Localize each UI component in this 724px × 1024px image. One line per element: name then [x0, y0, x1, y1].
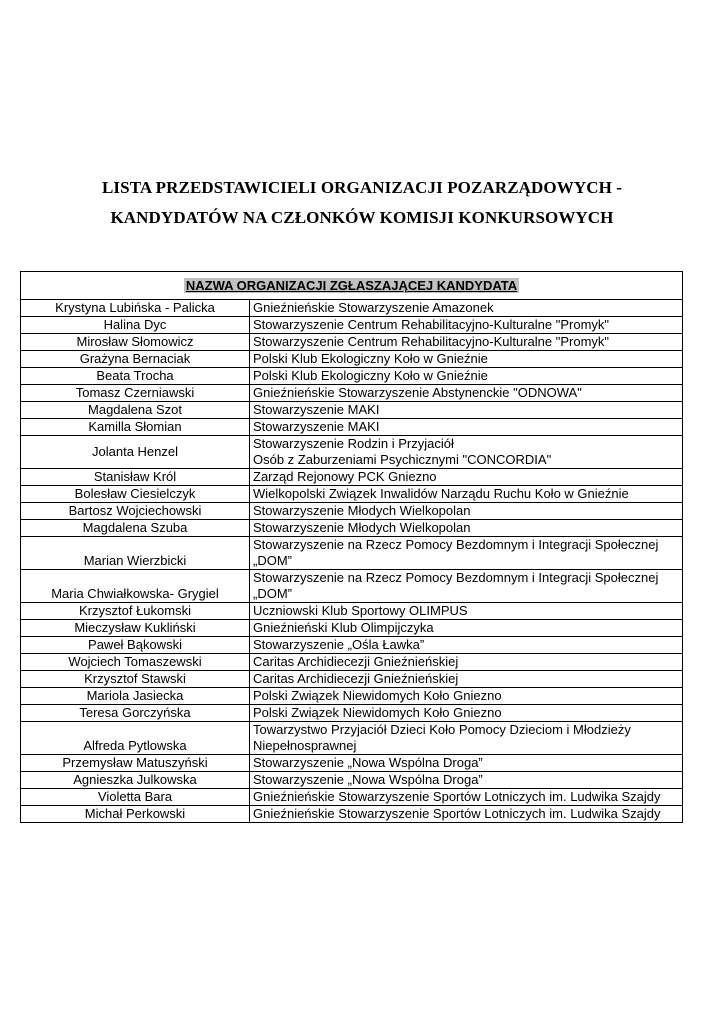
organization-cell: [250, 789, 683, 806]
document-title-line-1: LISTA PRZEDSTAWICIELI ORGANIZACJI POZARZĄDOWYCH -: [101, 178, 623, 197]
candidate-name: Krzysztof Łukomski: [21, 603, 250, 620]
candidate-name: Alfreda Pytlowska: [21, 722, 250, 755]
candidate-name: Grażyna Bernaciak: [21, 351, 250, 368]
organization-name: Wielkopolski Związek Inwalidów Narządu Ruchu Koło w Gnieźnie: [253, 486, 629, 501]
organization-cell: [250, 334, 683, 351]
candidate-name: Teresa Gorczyńska: [21, 705, 250, 722]
table-row: [21, 570, 683, 603]
table-row: [21, 385, 683, 402]
organization-name: Towarzystwo Przyjaciół Dzieci Koło Pomocy Dzieciom i Młodzieży: [253, 722, 631, 737]
table-row: [21, 351, 683, 368]
organization-name: Gnieźnieńskie Stowarzyszenie Sportów Lotniczych im. Ludwika Szajdy: [253, 789, 661, 804]
table-row: [21, 486, 683, 503]
table-row: [21, 300, 683, 317]
organization-name: Stowarzyszenie Młodych Wielkopolan: [253, 520, 471, 535]
candidate-name: Beata Trocha: [21, 368, 250, 385]
table-row: [21, 503, 683, 520]
candidate-name: Magdalena Szot: [21, 402, 250, 419]
candidate-name: Mieczysław Kukliński: [21, 620, 250, 637]
candidate-name: Agnieszka Julkowska: [21, 772, 250, 789]
organization-cell: [250, 772, 683, 789]
candidate-name: Przemysław Matuszyński: [21, 755, 250, 772]
organization-name: Polski Klub Ekologiczny Koło w Gnieźnie: [253, 368, 488, 383]
candidate-name: Krzysztof Stawski: [21, 671, 250, 688]
table-row: [21, 419, 683, 436]
organization-name: „DOM”: [253, 553, 292, 568]
candidate-name: Kamilla Słomian: [21, 419, 250, 436]
organization-cell: [250, 419, 683, 436]
table-row: [21, 520, 683, 537]
candidate-name: Mirosław Słomowicz: [21, 334, 250, 351]
organization-name: Stowarzyszenie Młodych Wielkopolan: [253, 503, 471, 518]
organization-name: Stowarzyszenie MAKI: [253, 419, 380, 434]
table-row: [21, 368, 683, 385]
organization-name: Stowarzyszenie „Nowa Wspólna Droga”: [253, 772, 483, 787]
organization-cell: [250, 503, 683, 520]
table-row: [21, 317, 683, 334]
table-row: [21, 671, 683, 688]
table-header: [21, 272, 683, 300]
candidate-name: Wojciech Tomaszewski: [21, 654, 250, 671]
candidates-table: [20, 271, 683, 823]
organization-name: Stowarzyszenie Centrum Rehabilitacyjno-Kulturalne "Promyk": [253, 317, 610, 332]
organization-cell: [250, 688, 683, 705]
table-row: [21, 705, 683, 722]
organization-cell: [250, 537, 683, 570]
organization-name: Caritas Archidiecezji Gnieźnieńskiej: [253, 671, 459, 686]
organization-cell: [250, 486, 683, 503]
table-row: [21, 603, 683, 620]
candidate-name: Halina Dyc: [21, 317, 250, 334]
organization-cell: [250, 368, 683, 385]
candidate-name: Stanisław Król: [21, 469, 250, 486]
organization-cell: [250, 351, 683, 368]
organization-name: Gnieźnieńskie Stowarzyszenie Sportów Lotniczych im. Ludwika Szajdy: [253, 806, 661, 821]
candidate-name: Magdalena Szuba: [21, 520, 250, 537]
candidate-name: Mariola Jasiecka: [21, 688, 250, 705]
table-row: [21, 537, 683, 570]
organization-cell: [250, 317, 683, 334]
table-row: [21, 469, 683, 486]
organization-name: Stowarzyszenie MAKI: [253, 402, 380, 417]
organization-name: Stowarzyszenie Rodzin i Przyjaciół: [253, 436, 454, 451]
table-body: [21, 300, 683, 823]
organization-name: Polski Związek Niewidomych Koło Gniezno: [253, 688, 502, 703]
organization-cell: [250, 620, 683, 637]
organization-cell: [250, 637, 683, 654]
organization-name: „DOM”: [253, 586, 292, 601]
organization-name: Caritas Archidiecezji Gnieźnieńskiej: [253, 654, 459, 669]
table-row: [21, 722, 683, 755]
organization-name: Gnieźnieńskie Stowarzyszenie Amazonek: [253, 300, 494, 315]
table-row: [21, 806, 683, 823]
organization-name: Polski Związek Niewidomych Koło Gniezno: [253, 705, 502, 720]
candidate-name: Marian Wierzbicki: [21, 537, 250, 570]
candidate-name: Paweł Bąkowski: [21, 637, 250, 654]
organization-name: Osób z Zaburzeniami Psychicznymi "CONCORDIA": [253, 452, 552, 467]
organization-cell: [250, 300, 683, 317]
organization-cell: [250, 520, 683, 537]
table-row: [21, 688, 683, 705]
organization-name: Polski Klub Ekologiczny Koło w Gnieźnie: [253, 351, 488, 366]
table-row: [21, 334, 683, 351]
organization-cell: [250, 722, 683, 755]
organization-name: Stowarzyszenie na Rzecz Pomocy Bezdomnym i Integracji Społecznej: [253, 537, 659, 552]
organization-cell: [250, 402, 683, 419]
organization-cell: [250, 603, 683, 620]
candidate-name: Jolanta Henzel: [21, 436, 250, 469]
organization-cell: [250, 806, 683, 823]
candidate-name: Tomasz Czerniawski: [21, 385, 250, 402]
table-header-label: NAZWA ORGANIZACJI ZGŁASZAJĄCEJ KANDYDATA: [185, 277, 518, 293]
table-row: [21, 755, 683, 772]
candidate-name: Bartosz Wojciechowski: [21, 503, 250, 520]
organization-cell: [250, 755, 683, 772]
organization-cell: [250, 469, 683, 486]
candidate-name: Michał Perkowski: [21, 806, 250, 823]
organization-name: Gnieźnieński Klub Olimpijczyka: [253, 620, 434, 635]
organization-cell: [250, 570, 683, 603]
organization-name: Stowarzyszenie „Ośla Ławka”: [253, 637, 425, 652]
document-title-line-2: KANDYDATÓW NA CZŁONKÓW KOMISJI KONKURSOWYCH: [110, 208, 614, 227]
organization-cell: [250, 654, 683, 671]
organization-name: Niepełnosprawnej: [253, 738, 357, 753]
table-row: [21, 637, 683, 654]
table-row: [21, 654, 683, 671]
table-row: [21, 789, 683, 806]
table-row: [21, 402, 683, 419]
organization-cell: [250, 436, 683, 469]
table-row: [21, 772, 683, 789]
organization-name: Stowarzyszenie „Nowa Wspólna Droga”: [253, 755, 483, 770]
organization-cell: [250, 671, 683, 688]
organization-cell: [250, 705, 683, 722]
candidate-name: Krystyna Lubińska - Palicka: [21, 300, 250, 317]
candidate-name: Violetta Bara: [21, 789, 250, 806]
organization-name: Uczniowski Klub Sportowy OLIMPUS: [253, 603, 468, 618]
organization-name: Stowarzyszenie na Rzecz Pomocy Bezdomnym i Integracji Społecznej: [253, 570, 659, 585]
table-row: [21, 620, 683, 637]
organization-name: Zarząd Rejonowy PCK Gniezno: [253, 469, 437, 484]
organization-name: Stowarzyszenie Centrum Rehabilitacyjno-Kulturalne "Promyk": [253, 334, 610, 349]
table-row: [21, 436, 683, 469]
candidate-name: Bolesław Ciesielczyk: [21, 486, 250, 503]
organization-cell: [250, 385, 683, 402]
organization-name: Gnieźnieńskie Stowarzyszenie Abstynenckie "ODNOWA": [253, 385, 582, 400]
table-header-row: [21, 272, 683, 300]
candidate-name: Maria Chwiałkowska- Grygiel: [21, 570, 250, 603]
